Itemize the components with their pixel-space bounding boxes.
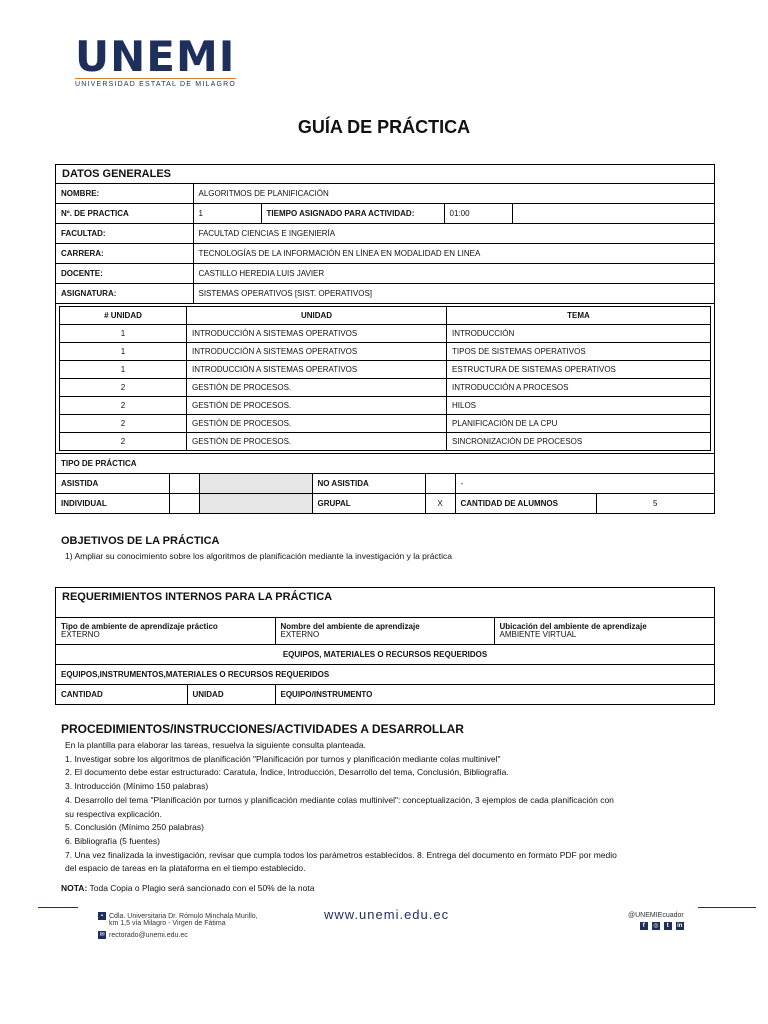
nombre-ambiente-cell [275, 618, 494, 645]
units-row [60, 343, 711, 361]
units-tema-cell: TIPOS DE SISTEMAS OPERATIVOS [447, 343, 711, 361]
nombre-ambiente-value: EXTERNO [280, 630, 320, 639]
ubicacion-ambiente-cell [494, 618, 714, 645]
units-row [60, 379, 711, 397]
footer-website[interactable]: www.unemi.edu.ec [324, 907, 450, 922]
datos-generales-heading: DATOS GENERALES [56, 165, 714, 184]
objetivos-heading: OBJETIVOS DE LA PRÁCTICA [61, 535, 220, 547]
req-table [56, 618, 714, 704]
practica-value: 1 [193, 204, 261, 224]
ubicacion-ambiente-value: AMBIENTE VIRTUAL [499, 630, 577, 639]
row-facultad [56, 224, 714, 244]
procedimiento-line: 5. Conclusión (Mínimo 250 palabras) [65, 822, 204, 833]
equipos-cols-row [56, 685, 714, 705]
docente-label: DOCENTE: [56, 264, 193, 284]
procedimientos-list [61, 739, 701, 876]
nombre-value: ALGORITMOS DE PLANIFICACIÓN [193, 184, 714, 204]
equipos-heading-row [56, 645, 714, 665]
twitter-icon[interactable]: t [664, 922, 672, 930]
units-unidad-cell: INTRODUCCIÓN A SISTEMAS OPERATIVOS [187, 325, 447, 343]
procedimientos-heading: PROCEDIMIENTOS/INSTRUCCIONES/ACTIVIDADES A DESARROLLAR [61, 722, 464, 736]
units-row [60, 325, 711, 343]
units-tema-cell: INTRODUCCIÓN [447, 325, 711, 343]
equipos-subheading: EQUIPOS,INSTRUMENTOS,MATERIALES O RECURSOS REQUERIDOS [56, 665, 714, 685]
address-line-1: Cdla. Universitaria Dr. Rómulo Minchala Murillo, [109, 912, 258, 920]
facultad-value: FACULTAD CIENCIAS E INGENIERÍA [193, 224, 714, 244]
units-tema-cell: HILOS [447, 397, 711, 415]
row-docente [56, 264, 714, 284]
equipos-sub-row [56, 665, 714, 685]
units-header-tema: TEMA [447, 307, 711, 325]
datos-generales-section [55, 164, 715, 514]
facebook-icon[interactable]: f [640, 922, 648, 930]
nombre-ambiente-label: Nombre del ambiente de aprendizaje [280, 622, 420, 631]
row-carrera [56, 244, 714, 264]
datos-table [56, 184, 714, 303]
mail-icon: ✉ [99, 932, 105, 938]
tipo-heading: TIPO DE PRÁCTICA [56, 454, 714, 474]
individual-mark [169, 494, 199, 514]
individual-row [56, 494, 714, 514]
asistida-label: ASISTIDA [56, 474, 169, 494]
row-practica [56, 204, 714, 224]
procedimiento-line: 7. Una vez finalizada la investigación, revisar que cumpla todos los parámetros establecidos. 8. Entrega del documento en formato PDF por medio [65, 849, 617, 860]
procedimiento-line: 4. Desarrollo del tema "Planificación por turnos y planificación mediante colas multinivel": conceptualización, 3 ejemplos de cada planificación con [65, 794, 614, 805]
alumnos-label: CANTIDAD DE ALUMNOS [455, 494, 596, 514]
procedimiento-line: 1. Investigar sobre los algoritmos de planificación "Planificación por turnos y planificación mediante colas multinivel" [65, 753, 501, 764]
no-asistida-label: NO ASISTIDA [312, 474, 425, 494]
footer-rule-right [698, 907, 756, 908]
units-num-cell: 2 [60, 433, 187, 451]
units-row [60, 415, 711, 433]
units-header-num: # UNIDAD [60, 307, 187, 325]
procedimiento-line: del espacio de tareas en la plataforma en el tiempo establecido. [65, 863, 306, 874]
individual-shaded-cell [199, 494, 312, 514]
units-table [59, 306, 711, 451]
tipo-ambiente-cell [56, 618, 275, 645]
logo-subtitle: UNIVERSIDAD ESTATAL DE MILAGRO [75, 78, 236, 88]
procedimiento-line: 6. Bibliografía (5 fuentes) [65, 835, 160, 846]
tipo-table [56, 453, 714, 513]
cantidad-header: CANTIDAD [56, 685, 187, 705]
address-line-2: km 1,5 vía Milagro - Virgen de Fátima [109, 920, 226, 927]
row-nombre [56, 184, 714, 204]
units-unidad-cell: GESTIÓN DE PROCESOS. [187, 379, 447, 397]
units-header-unidad: UNIDAD [187, 307, 447, 325]
units-tema-cell: ESTRUCTURA DE SISTEMAS OPERATIVOS [447, 361, 711, 379]
equipos-heading: EQUIPOS, MATERIALES O RECURSOS REQUERIDOS [56, 645, 714, 665]
footer-social [628, 912, 684, 930]
req-heading: REQUERIMIENTOS INTERNOS PARA LA PRÁCTICA [56, 588, 714, 618]
facultad-label: FACULTAD: [56, 224, 193, 244]
units-wrapper [56, 303, 714, 453]
nota-label: NOTA: [61, 883, 88, 894]
tiempo-value: 01:00 [444, 204, 512, 224]
units-header-row [60, 307, 711, 325]
units-unidad-cell: GESTIÓN DE PROCESOS. [187, 433, 447, 451]
instagram-icon[interactable]: ◎ [653, 923, 659, 929]
footer-email[interactable]: rectorado@unemi.edu.ec [109, 931, 188, 939]
units-row [60, 397, 711, 415]
unidad-header: UNIDAD [187, 685, 275, 705]
asistida-shaded-cell [199, 474, 312, 494]
logo-wordmark: UNEMI [75, 32, 236, 81]
docente-value: CASTILLO HEREDIA LUIS JAVIER [193, 264, 714, 284]
units-tema-cell: SINCRONIZACIÓN DE PROCESOS [447, 433, 711, 451]
objetivo-item: 1) Ampliar su conocimiento sobre los algoritmos de planificación mediante la investigación y la práctica [65, 551, 452, 561]
requerimientos-section [55, 587, 715, 705]
units-row [60, 361, 711, 379]
grupal-mark: X [425, 494, 455, 514]
footer-address [98, 912, 258, 939]
units-num-cell: 2 [60, 397, 187, 415]
page-title: GUÍA DE PRÁCTICA [297, 117, 471, 137]
units-num-cell: 1 [60, 325, 187, 343]
tiempo-extra-cell [512, 204, 714, 224]
nombre-label: NOMBRE: [56, 184, 193, 204]
tiempo-label: TIEMPO ASIGNADO PARA ACTIVIDAD: [261, 204, 444, 224]
ubicacion-ambiente-label: Ubicación del ambiente de aprendizaje [499, 622, 647, 631]
linkedin-icon[interactable]: in [677, 923, 683, 929]
individual-label: INDIVIDUAL [56, 494, 169, 514]
units-num-cell: 2 [60, 415, 187, 433]
no-asistida-mark [425, 474, 455, 494]
building-icon: ▪ [98, 912, 106, 920]
procedimiento-line: 3. Introducción (Mínimo 150 palabras) [65, 781, 209, 792]
social-handle[interactable]: @UNEMIEcuador [628, 912, 684, 919]
procedimientos-section [61, 722, 701, 893]
asignatura-label: ASIGNATURA: [56, 284, 193, 304]
procedimiento-line: su respectiva explicación. [65, 808, 162, 819]
units-num-cell: 2 [60, 379, 187, 397]
tipo-ambiente-label: Tipo de ambiente de aprendizaje práctico [61, 622, 218, 631]
carrera-value: TECNOLOGÍAS DE LA INFORMACIÓN EN LÍNEA EN MODALIDAD EN LINEA [193, 244, 714, 264]
units-tema-cell: PLANIFICACIÓN DE LA CPU [447, 415, 711, 433]
alumnos-value: 5 [596, 494, 714, 514]
procedimiento-line: En la plantilla para elaborar las tareas, resuelva la siguiente consulta planteada. [65, 740, 366, 750]
units-unidad-cell: GESTIÓN DE PROCESOS. [187, 415, 447, 433]
units-num-cell: 1 [60, 343, 187, 361]
procedimiento-line: 2. El documento debe estar estructurado: Caratula, Índice, Introducción, Desarrollo del tema, Conclusión, Bibliografía. [65, 767, 509, 778]
row-asignatura [56, 284, 714, 304]
asignatura-value: SISTEMAS OPERATIVOS [SIST. OPERATIVOS] [193, 284, 714, 304]
asistida-row [56, 474, 714, 494]
tipo-ambiente-value: EXTERNO [61, 630, 100, 639]
practica-label: Nº. DE PRACTICA [56, 204, 193, 224]
nota-line [61, 883, 701, 893]
tipo-heading-row [56, 454, 714, 474]
unemi-logo [75, 32, 236, 88]
units-unidad-cell: INTRODUCCIÓN A SISTEMAS OPERATIVOS [187, 343, 447, 361]
units-row [60, 433, 711, 451]
units-num-cell: 1 [60, 361, 187, 379]
units-unidad-cell: GESTIÓN DE PROCESOS. [187, 397, 447, 415]
footer-rule-left [38, 907, 78, 908]
ambiente-row [56, 618, 714, 645]
asistida-mark [169, 474, 199, 494]
carrera-label: CARRERA: [56, 244, 193, 264]
grupal-label: GRUPAL [312, 494, 425, 514]
units-unidad-cell: INTRODUCCIÓN A SISTEMAS OPERATIVOS [187, 361, 447, 379]
equipo-header: EQUIPO/INSTRUMENTO [275, 685, 714, 705]
units-tema-cell: INTRODUCCIÓN A PROCESOS [447, 379, 711, 397]
objetivos-section [61, 535, 452, 561]
no-asistida-value: - [455, 474, 714, 494]
nota-text: Toda Copia o Plagio será sancionado con el 50% de la nota [87, 883, 315, 894]
